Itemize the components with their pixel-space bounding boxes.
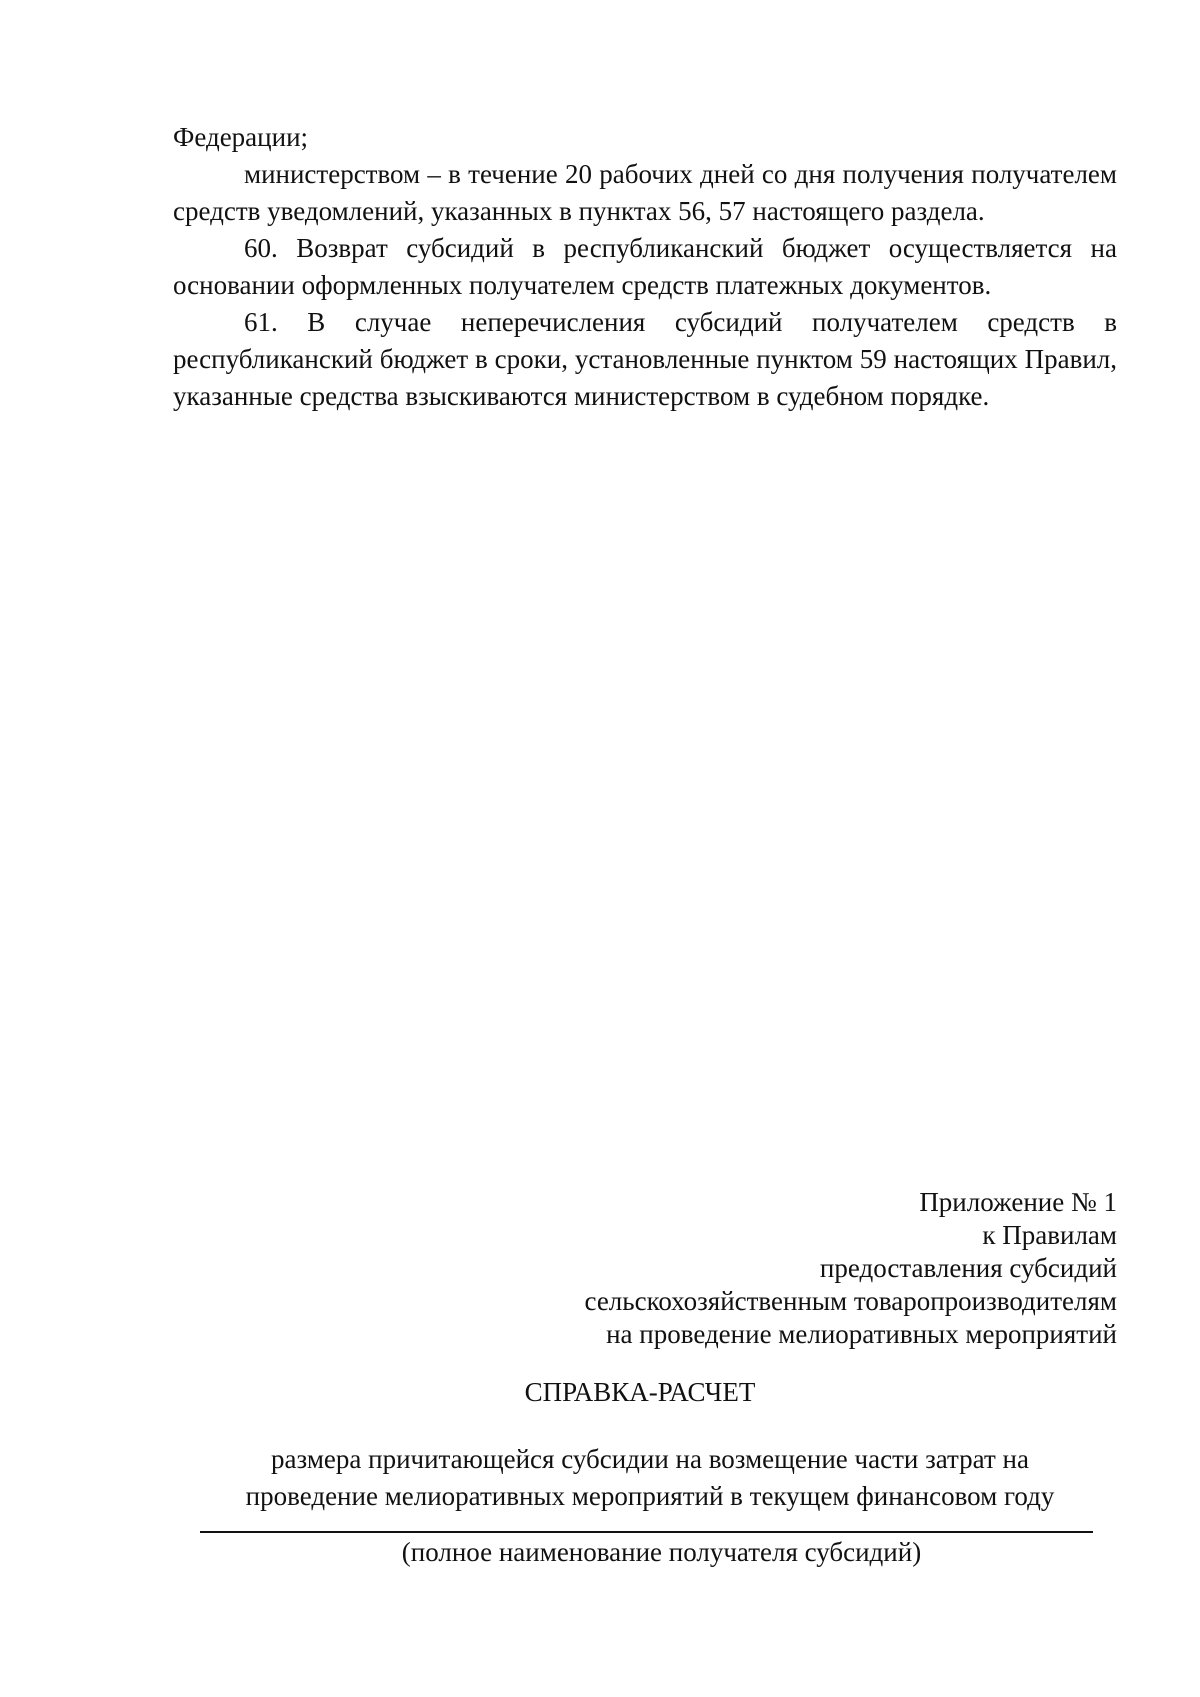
appendix-rules-ref: к Правилам	[982, 1220, 1117, 1250]
paragraph-federation: Федерации;	[173, 122, 309, 152]
document-title: СПРАВКА-РАСЧЕТ	[524, 1377, 756, 1407]
paragraph-61: 61. В случае неперечисления субсидий получателем средств в республиканский бюджет в сроки, установленные пунктом 59 настоящих Правил, указанные средства взыскиваются министерством в судебном порядке.	[173, 307, 1117, 411]
appendix-line-4: сельскохозяйственным товаропроизводителям	[584, 1286, 1117, 1316]
paragraph-ministry-deadline: министерством – в течение 20 рабочих дней со дня получения получателем средств уведомлений, указанных в пунктах 56, 57 настоящего раздела.	[173, 159, 1117, 226]
paragraph-60: 60. Возврат субсидий в республиканский бюджет осуществляется на основании оформленных получателем средств платежных документов.	[173, 233, 1117, 300]
document-subtitle	[150, 1441, 1150, 1515]
appendix-line-3: предоставления субсидий	[819, 1253, 1117, 1283]
appendix-header	[417, 1186, 1117, 1351]
recipient-name-caption: (полное наименование получателя субсидий)	[401, 1537, 922, 1567]
subtitle-line-1: размера причитающейся субсидии на возмещение части затрат на	[271, 1444, 1029, 1474]
appendix-number: Приложение № 1	[919, 1187, 1117, 1217]
subtitle-line-2: проведение мелиоративных мероприятий в текущем финансовом году	[245, 1481, 1055, 1511]
appendix-line-5: на проведение мелиоративных мероприятий	[606, 1319, 1117, 1349]
document-body	[173, 119, 1117, 415]
recipient-name-line	[200, 1531, 1093, 1533]
